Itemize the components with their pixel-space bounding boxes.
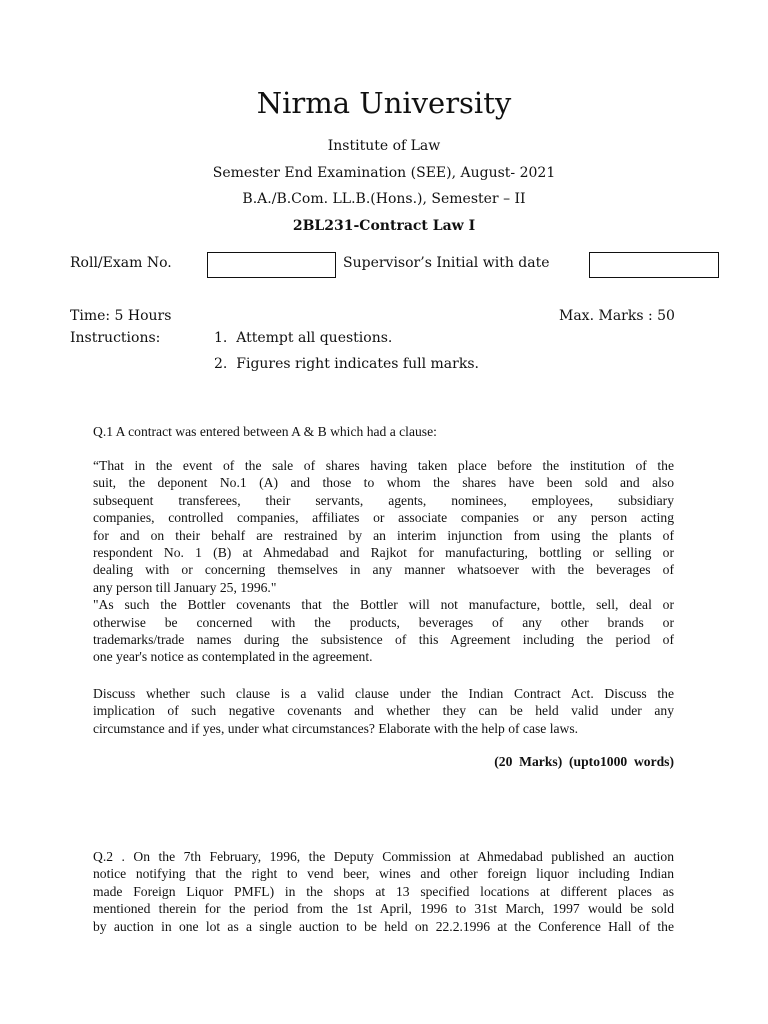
max-marks: Max. Marks : 50: [559, 308, 675, 324]
time-label: Time: 5 Hours: [70, 308, 172, 324]
roll-label: Roll/Exam No.: [70, 255, 172, 271]
q2-line: by auction in one lot as a single auction to be held on 22.2.1996 at the Conference Hall of the: [93, 918, 674, 934]
quote-line: respondent No. 1 (B) at Ahmedabad and Rajkot for manufacturing, bottling or selling or: [93, 545, 674, 561]
quote-line: “That in the event of the sale of shares having taken place before the institution of the: [93, 458, 674, 473]
exam-title: Semester End Examination (SEE), August- 2021: [212, 165, 556, 181]
program-name: B.A./B.Com. LL.B.(Hons.), Semester – II: [242, 191, 526, 207]
quote-line: subsequent transferees, their servants, agents, nominees, employees, subsidiary: [93, 492, 674, 508]
q1-quote: [93, 457, 674, 666]
supervisor-input[interactable]: [589, 252, 719, 278]
q2-text: [93, 848, 674, 935]
quote-line: one year's notice as contemplated in the agreement.: [93, 649, 373, 665]
q2-line: made Foreign Liquor PMFL) in the shops at 13 specified locations at different places as: [93, 883, 674, 899]
quote-line: any person till January 25, 1996.": [93, 579, 277, 595]
instructions-label: Instructions:: [70, 330, 161, 346]
quote-line: otherwise be concerned with the products, beverages of any other brands or: [93, 614, 674, 630]
discuss-line: Discuss whether such clause is a valid clause under the Indian Contract Act. Discuss the: [93, 686, 674, 701]
quote-line: "As such the Bottler covenants that the Bottler will not manufacture, bottle, sell, deal or: [93, 597, 674, 613]
q2-line: mentioned therein for the period from the 1st April, 1996 to 31st March, 1997 would be sold: [93, 901, 674, 917]
instruction-item: 2. Figures right indicates full marks.: [214, 356, 479, 372]
discuss-line: circumstance and if yes, under what circumstances? Elaborate with the help of case laws.: [93, 720, 579, 736]
q2-line: notice notifying that the right to vend beer, wines and other foreign liquor including Indian: [93, 866, 674, 882]
quote-line: dealing with or concerning themselves in any manner whatsoever with the beverages of: [93, 562, 674, 578]
quote-line: suit, the deponent No.1 (A) and those to whom the shares have been sold and also: [93, 475, 674, 491]
q1-marks: (20 Marks) (upto1000 words): [494, 754, 674, 769]
roll-input[interactable]: [207, 252, 336, 278]
quote-line: for and on their behalf are restrained by an interim injunction from using the plants of: [93, 527, 674, 543]
university-title: Nirma University: [256, 86, 512, 120]
quote-line: companies, controlled companies, affiliates or associate companies or any person acting: [93, 510, 674, 526]
discuss-line: implication of such negative covenants and whether they can be held valid under any: [93, 703, 674, 719]
q1-discuss: [93, 685, 674, 737]
supervisor-label: Supervisor’s Initial with date: [343, 255, 550, 271]
q1-intro: Q.1 A contract was entered between A & B which had a clause:: [93, 424, 437, 439]
q2-line: Q.2 . On the 7th February, 1996, the Deputy Commission at Ahmedabad published an auction: [93, 849, 674, 864]
instruction-item: 1. Attempt all questions.: [214, 330, 393, 346]
institute-name: Institute of Law: [327, 138, 441, 154]
quote-line: trademarks/trade names during the subsistence of this Agreement including the period of: [93, 632, 674, 648]
course-title: 2BL231-Contract Law I: [292, 218, 476, 234]
